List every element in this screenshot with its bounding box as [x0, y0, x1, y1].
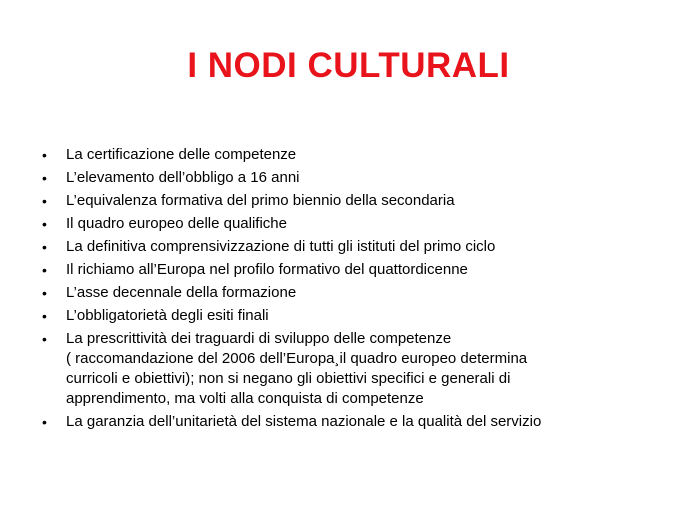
list-item	[42, 214, 642, 234]
list-item-line: curricoli e obiettivi); non si negano gli obiettivi specifici e generali di	[66, 370, 511, 387]
bullet-icon: •	[42, 147, 47, 163]
list-item-line: Il richiamo all’Europa nel profilo formativo del quattordicenne	[66, 261, 468, 278]
list-item	[42, 260, 642, 280]
list-item-line: La certificazione delle competenze	[66, 146, 297, 163]
list-item-text	[66, 145, 642, 165]
list-item-text	[66, 412, 642, 432]
list-item	[42, 283, 642, 303]
list-item-line: La prescrittività dei traguardi di sviluppo delle competenze	[66, 330, 452, 347]
bullet-icon: •	[42, 239, 47, 255]
list-item-text	[66, 237, 642, 257]
list-item	[42, 168, 642, 188]
list-item-text	[66, 214, 642, 234]
bullet-list	[42, 145, 642, 435]
list-item	[42, 329, 642, 409]
list-item-text	[66, 329, 642, 409]
list-item-text	[66, 306, 642, 326]
list-item	[42, 306, 642, 326]
list-item-text	[66, 168, 642, 188]
list-item-line: L’equivalenza formativa del primo biennio della secondaria	[66, 192, 455, 209]
bullet-icon: •	[42, 414, 47, 430]
list-item	[42, 237, 642, 257]
list-item-line: La garanzia dell’unitarietà del sistema nazionale e la qualità del servizio	[66, 413, 542, 430]
bullet-icon: •	[42, 262, 47, 278]
list-item-line: L’asse decennale della formazione	[66, 284, 297, 301]
list-item-text	[66, 283, 642, 303]
bullet-icon: •	[42, 216, 47, 232]
list-item-line: ( raccomandazione del 2006 dell’Europa¸il quadro europeo determina	[66, 350, 528, 367]
list-item-line: apprendimento, ma volti alla conquista di competenze	[66, 390, 424, 407]
list-item	[42, 145, 642, 165]
list-item-line: L’elevamento dell’obbligo a 16 anni	[66, 169, 300, 186]
bullet-icon: •	[42, 193, 47, 209]
list-item-text	[66, 260, 642, 280]
list-item	[42, 191, 642, 211]
list-item-text	[66, 191, 642, 211]
bullet-icon: •	[42, 170, 47, 186]
list-item-line: L’obbligatorietà degli esiti finali	[66, 307, 269, 324]
bullet-icon: •	[42, 308, 47, 324]
list-item-line: Il quadro europeo delle qualifiche	[66, 215, 287, 232]
bullet-icon: •	[42, 331, 47, 347]
list-item	[42, 412, 642, 432]
slide-title: I NODI CULTURALI	[187, 46, 510, 85]
bullet-icon: •	[42, 285, 47, 301]
list-item-line: La definitiva comprensivizzazione di tutti gli istituti del primo ciclo	[66, 238, 496, 255]
